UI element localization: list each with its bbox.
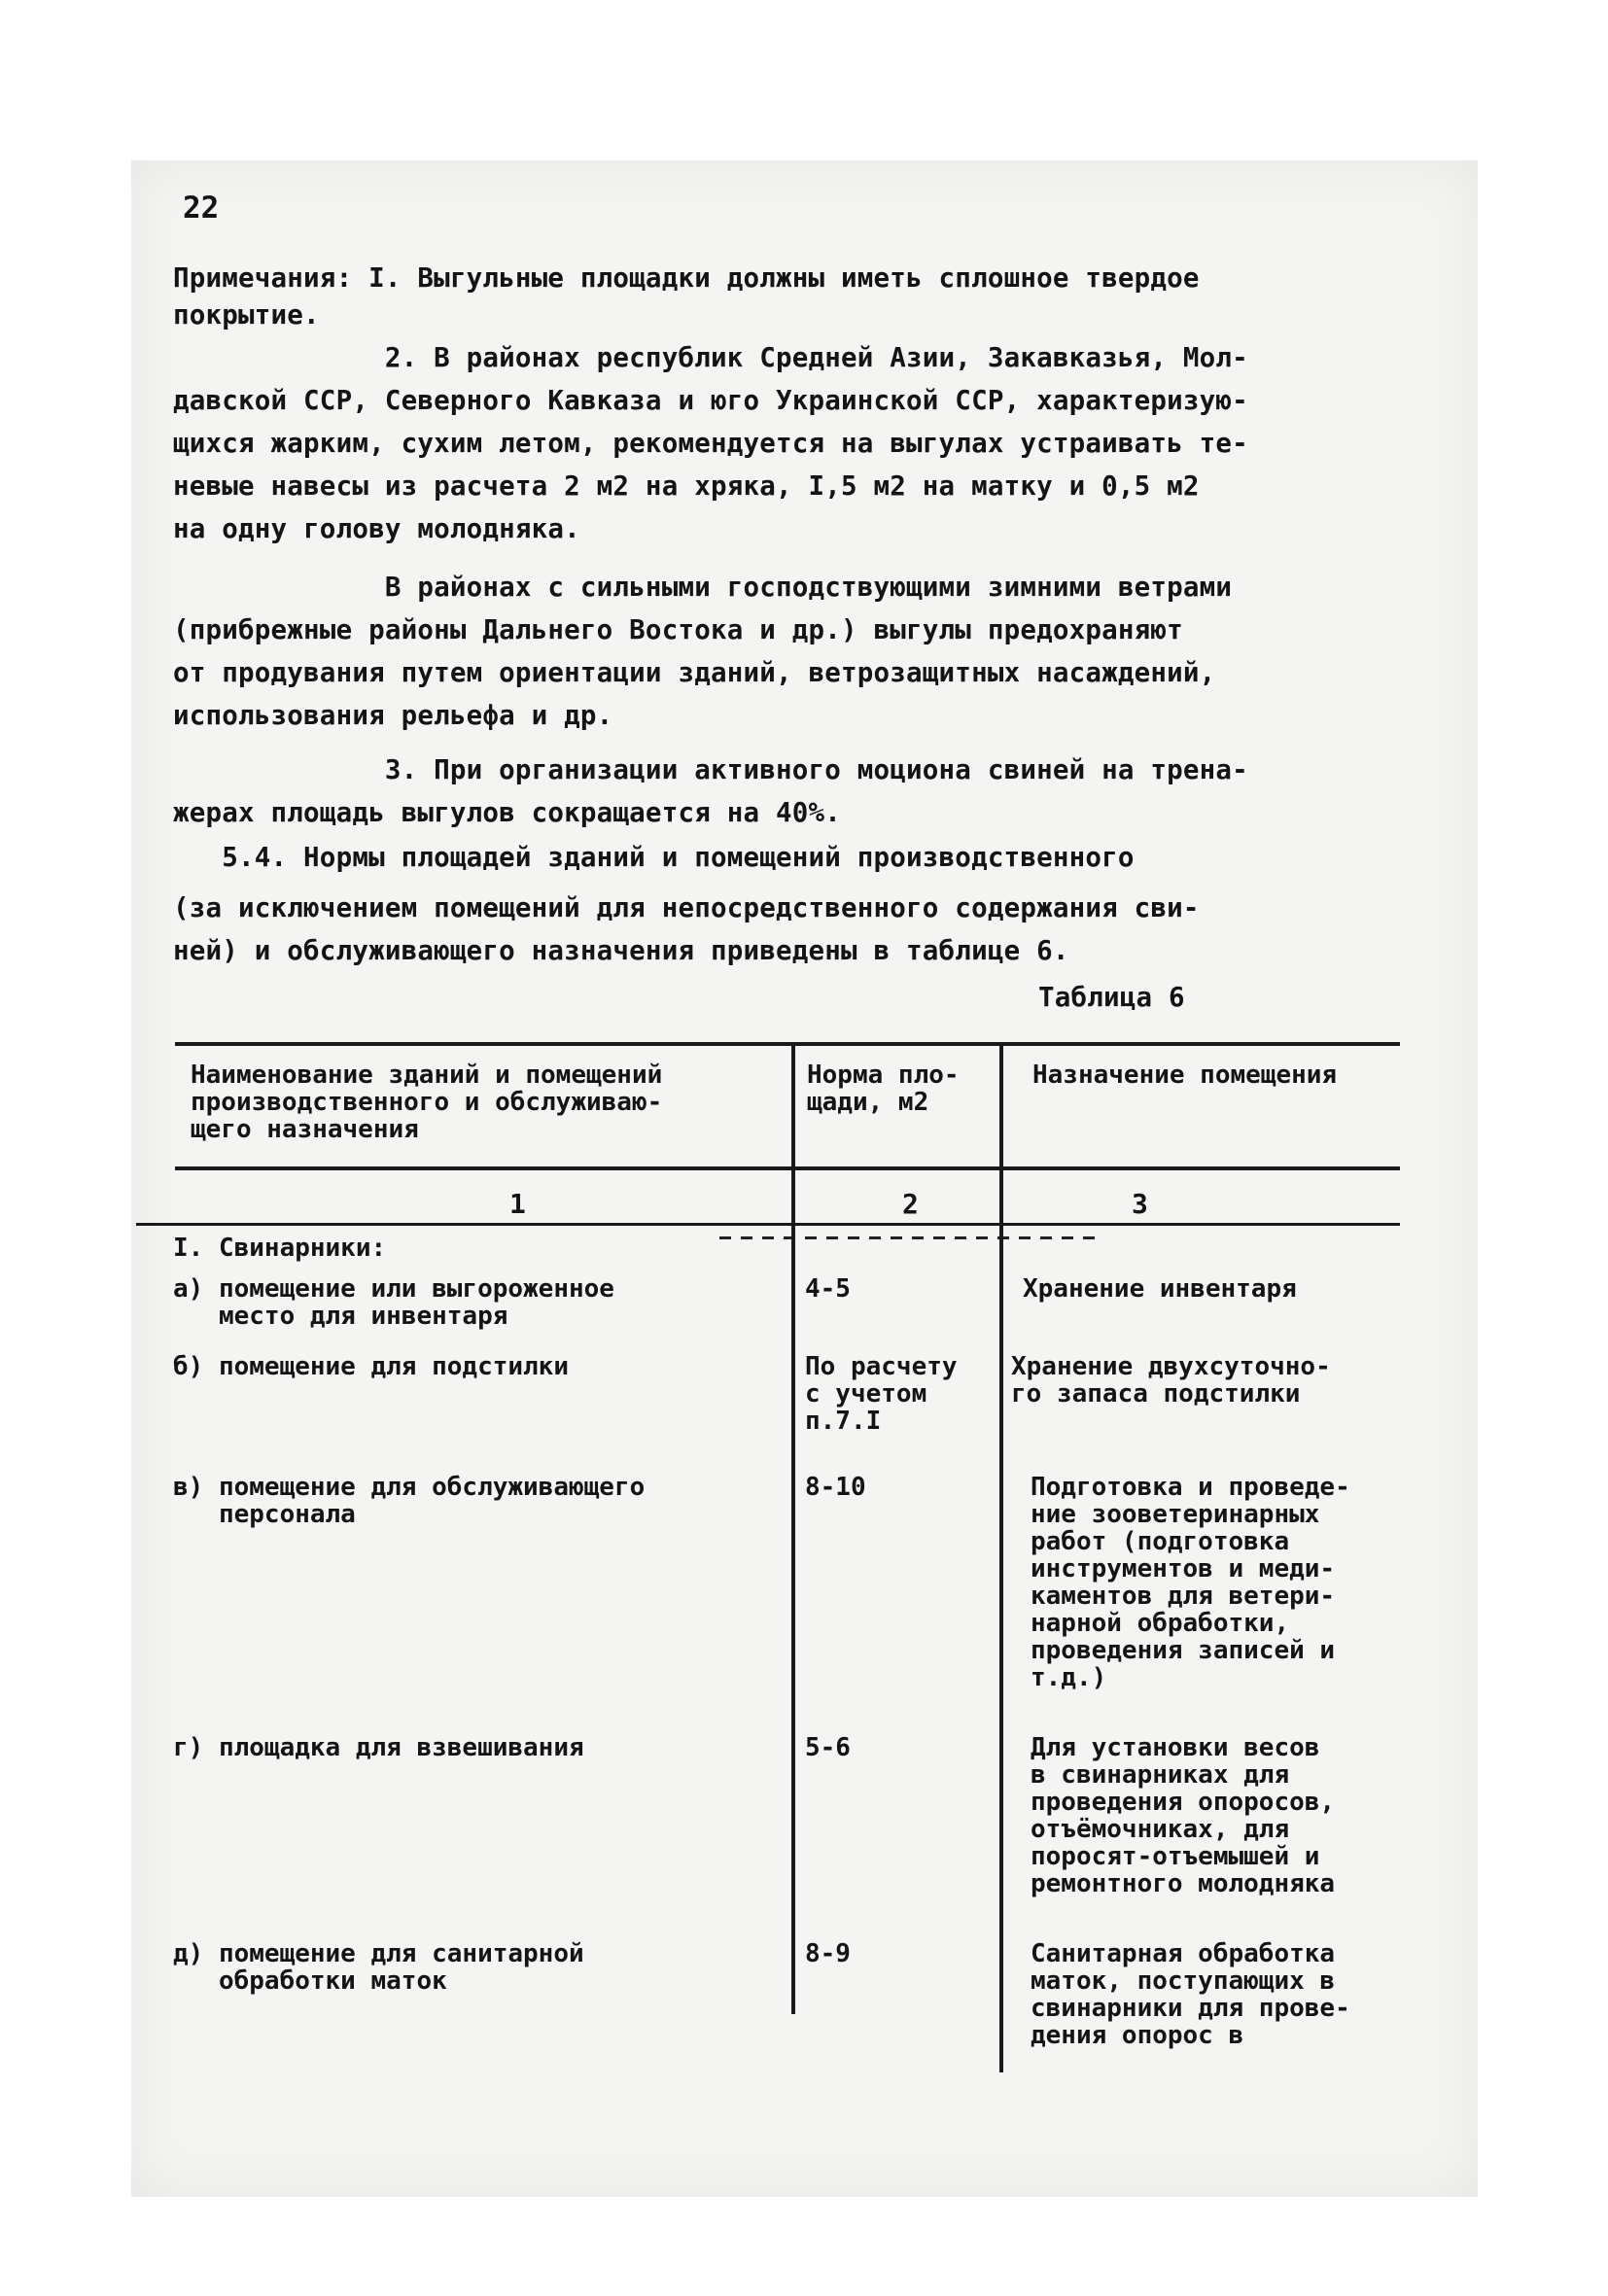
notes-line: 3. При организации активного моциона свиней на трена- [173, 754, 1248, 785]
column-number: 2 [902, 1188, 919, 1220]
notes-line: от продувания путем ориентации зданий, ветрозащитных насаждений, [173, 657, 1216, 688]
row-name: б) помещение для подстилки [173, 1352, 569, 1381]
row-purpose: Для установки весов в свинарниках для проведения опоросов, отъёмочниках, для поросят-отъемышей и ремонтного молодняка [1031, 1733, 1336, 1898]
row-purpose: Подготовка и проведе- ние зооветеринарных работ (подготовка инструментов и меди- каментов для ветери- нарной обработки, проведения записей и т.д.) [1031, 1473, 1350, 1692]
notes-line: Примечания: I. Выгульные площадки должны иметь сплошное твердое [173, 262, 1200, 294]
row-norm: 8-9 [805, 1939, 851, 1968]
row-norm: 4-5 [805, 1274, 851, 1304]
notes-line: (прибрежные районы Дальнего Востока и др.) выгулы предохраняют [173, 614, 1183, 645]
table-top-rule [175, 1042, 1400, 1046]
notes-line: жерах площадь выгулов сокращается на 40%. [173, 797, 842, 828]
row-name: г) площадка для взвешивания [173, 1733, 584, 1762]
number-row-rule [136, 1223, 1400, 1226]
column-number: 3 [1132, 1188, 1148, 1220]
column-divider-2 [999, 1042, 1003, 2072]
header-bottom-rule [175, 1166, 1400, 1170]
notes-line: давской ССР, Северного Кавказа и юго Украинской ССР, характеризую- [173, 385, 1248, 416]
row-name: д) помещение для санитарной обработки маток [173, 1939, 584, 1996]
header-name: Наименование зданий и помещений производственного и обслуживаю- щего назначения [191, 1061, 663, 1144]
notes-line: покрытие. [173, 299, 320, 330]
page-number: 22 [183, 191, 220, 226]
row-norm: 5-6 [805, 1733, 851, 1762]
header-norm: Норма пло- щади, м2 [807, 1061, 960, 1117]
row-purpose: Хранение инвентаря [1023, 1274, 1297, 1304]
row-name: в) помещение для обслуживающего персонала [173, 1473, 646, 1529]
row-norm: По расчету с учетом п.7.I [805, 1352, 958, 1436]
notes-line: В районах с сильными господствующими зимними ветрами [173, 572, 1233, 603]
header-purpose: Назначение помещения [1032, 1061, 1338, 1090]
paragraph-line: 5.4. Нормы площадей зданий и помещений производственного [173, 842, 1135, 873]
row-purpose: Хранение двухсуточно- го запаса подстилки [1011, 1352, 1331, 1409]
table-caption: Таблица 6 [1038, 982, 1185, 1013]
notes-line: 2. В районах республик Средней Азии, Закавказья, Мол- [173, 342, 1248, 373]
notes-line: на одну голову молодняка. [173, 513, 580, 544]
row-norm: 8-10 [805, 1473, 866, 1502]
column-divider-1 [791, 1042, 795, 2014]
notes-line: щихся жарким, сухим летом, рекомендуется на выгулах устраивать те- [173, 428, 1248, 459]
notes-line: невые навесы из расчета 2 м2 на хряка, I,5 м2 на матку и 0,5 м2 [173, 470, 1200, 502]
notes-line: использования рельефа и др. [173, 700, 613, 731]
row-purpose: Санитарная обработка маток, поступающих в свинарники для прове- дения опорос в [1031, 1939, 1350, 2050]
number-row-dashes [719, 1236, 1099, 1239]
paragraph-line: ней) и обслуживающего назначения приведены в таблице 6. [173, 935, 1069, 966]
section-title: I. Свинарники: [173, 1234, 387, 1263]
column-number: 1 [509, 1188, 526, 1220]
paragraph-line: (за исключением помещений для непосредственного содержания сви- [173, 892, 1200, 923]
row-name: а) помещение или выгороженное место для инвентаря [173, 1274, 614, 1331]
